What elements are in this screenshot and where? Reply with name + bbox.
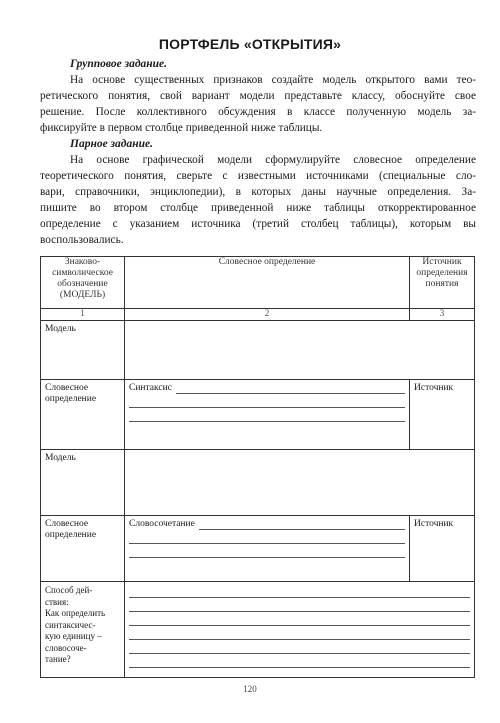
term-syntax: Синтаксис (129, 383, 172, 393)
page-number: 120 (243, 684, 257, 694)
group-task-line-4: фиксируйте в первом столбце приведенной ниже таблицы. (40, 122, 323, 134)
page-title: ПОРТФЕЛЬ «ОТКРЫТИЯ» (158, 36, 342, 52)
col-number-1: 1 (41, 309, 125, 321)
answer-line[interactable] (129, 544, 405, 558)
column-number-row (41, 309, 475, 321)
pair-task-line-4: пишите во втором столбце приведенной ниже таблицы откорректированное (40, 202, 476, 214)
table-header-row (41, 257, 475, 309)
col-number-3: 3 (410, 309, 475, 321)
method-answer-area[interactable] (125, 582, 475, 678)
model-1-label: Модель (41, 321, 125, 380)
definition-1-label: Словесное определение (41, 380, 125, 450)
model-2-label: Модель (41, 450, 125, 516)
pair-task-line-5: определение с указанием источника (третий столбец таблицы), которым вы (40, 218, 476, 230)
header-source: Источник определения понятия (410, 257, 475, 309)
answer-line[interactable] (129, 626, 470, 640)
group-task-line-1: На основе существенных признаков создайте модель открытого вами тео- (70, 74, 476, 86)
table-row-model-1 (41, 321, 475, 380)
term-phrase: Словосочетание (129, 519, 195, 529)
answer-line[interactable] (129, 394, 405, 408)
pair-task-line-6: воспользовались. (40, 234, 124, 246)
pair-task-heading: Парное задание. (70, 138, 154, 150)
definition-2-label: Словесное определение (41, 516, 125, 582)
answer-line[interactable] (129, 598, 470, 612)
method-label: Способ дей- ствия: Как определить синтаксичес- кую единицу – словосоче- тание? (41, 582, 125, 678)
definition-1-first-line (129, 382, 405, 394)
answer-line[interactable] (176, 382, 405, 394)
answer-line[interactable] (129, 612, 470, 626)
source-2-cell[interactable]: Источник (410, 516, 475, 582)
definition-2-first-line (129, 518, 405, 530)
answer-line[interactable] (129, 408, 405, 422)
answer-line[interactable] (129, 654, 470, 668)
table-row-definition-1 (41, 380, 475, 450)
group-task-line-2: ретического понятия, свой вариант модели представьте классу, обоснуйте свое (40, 90, 476, 102)
answer-line[interactable] (129, 530, 405, 544)
group-task-section (40, 56, 476, 136)
table-row-model-2 (41, 450, 475, 516)
table-row-definition-2 (41, 516, 475, 582)
pair-task-line-1: На основе графической модели сформулируйте словесное определение (70, 154, 476, 166)
definition-1-entry[interactable] (125, 380, 410, 450)
model-1-drawing-area[interactable] (125, 321, 475, 380)
portfolio-table (40, 256, 475, 678)
pair-task-line-2: теоретического понятия, сверьте с известными источниками (специальные сло- (40, 170, 476, 182)
pair-task-line-3: вари, справочники, энциклопедии), в которых даны научные определения. За- (40, 186, 476, 198)
pair-task-section (40, 136, 476, 248)
answer-line[interactable] (199, 518, 405, 530)
table-row-method (41, 582, 475, 678)
group-task-line-3: решение. После коллективного обсуждения в классе полученную модель за- (40, 106, 476, 118)
model-2-drawing-area[interactable] (125, 450, 475, 516)
answer-line[interactable] (129, 584, 470, 598)
source-1-cell[interactable]: Источник (410, 380, 475, 450)
group-task-heading: Групповое задание. (70, 58, 168, 70)
header-definition: Словесное определение (125, 257, 410, 309)
definition-2-entry[interactable] (125, 516, 410, 582)
answer-line[interactable] (129, 640, 470, 654)
header-model: Знаково- символическое обозначение (МОДЕЛЬ) (41, 257, 125, 309)
col-number-2: 2 (125, 309, 410, 321)
